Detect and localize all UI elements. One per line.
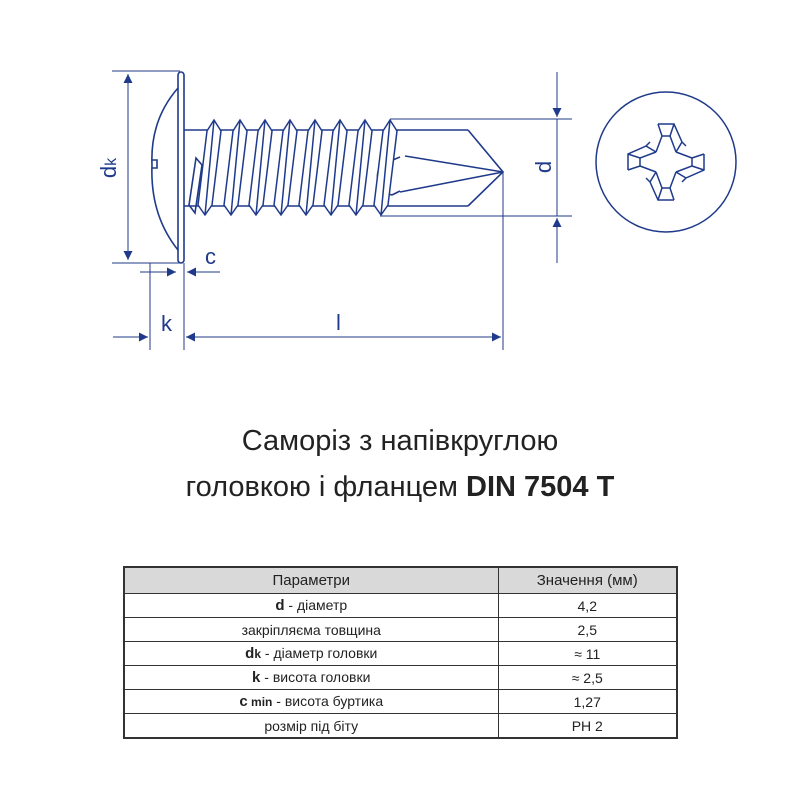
parameter-subscript: k — [254, 647, 262, 661]
label-l: l — [336, 310, 341, 335]
parameter-cell — [124, 714, 498, 739]
parameter-label: закріпляєма товщина — [241, 621, 381, 638]
cross-recess — [628, 124, 704, 200]
table-row — [124, 642, 677, 666]
thread-crest — [299, 120, 322, 215]
threads — [198, 120, 397, 215]
parameter-subscript: min — [247, 695, 273, 709]
label-k: k — [161, 311, 172, 336]
value-cell: ≈ 2,5 — [498, 666, 677, 690]
parameter-cell — [124, 594, 498, 618]
table-row — [124, 714, 677, 739]
standard-name: DIN 7504 T — [466, 471, 615, 503]
parameter-symbol: c — [239, 693, 248, 710]
value-cell: 4,2 — [498, 594, 677, 618]
thread-crest — [224, 120, 247, 215]
table-header-row — [124, 567, 677, 594]
label-c: c — [205, 244, 216, 269]
parameter-cell — [124, 642, 498, 666]
dimension-lines — [112, 71, 572, 350]
value-cell: 1,27 — [498, 690, 677, 714]
thread-crest — [374, 120, 397, 215]
label-d: d — [531, 160, 556, 174]
parameter-label: - висота буртика — [272, 693, 384, 709]
parameter-label: - діаметр — [284, 597, 348, 613]
screw-head-top-view — [596, 92, 736, 232]
table-row — [124, 618, 677, 642]
thread-crest — [349, 120, 372, 215]
phillips-cross-icon — [628, 124, 704, 200]
value-cell: PH 2 — [498, 714, 677, 739]
thread-crest — [249, 120, 272, 215]
product-title-line2: головкою і фланцем DIN 7504 T — [185, 471, 615, 503]
header-parameters: Параметри — [124, 567, 498, 594]
parameters-table — [123, 566, 678, 739]
flange — [178, 72, 184, 263]
parameter-cell — [124, 690, 498, 714]
thread-crest — [274, 120, 297, 215]
parameter-symbol: k — [252, 669, 261, 686]
value-cell: ≈ 11 — [498, 642, 677, 666]
value-cell: 2,5 — [498, 618, 677, 642]
product-title-line1: Саморіз з напівкруглою — [241, 425, 559, 457]
table-row — [124, 690, 677, 714]
parameter-symbol: d — [275, 597, 285, 614]
parameter-symbol: d — [245, 645, 255, 662]
label-dk: dk — [96, 157, 121, 179]
header-values: Значення (мм) — [498, 567, 677, 594]
table-row — [124, 594, 677, 618]
parameter-label: розмір під біту — [264, 717, 359, 734]
parameter-label: - висота головки — [260, 669, 371, 685]
parameter-cell — [124, 666, 498, 690]
parameter-label: - діаметр головки — [261, 645, 378, 661]
head-circle — [596, 92, 736, 232]
parameter-cell — [124, 618, 498, 642]
table-row — [124, 666, 677, 690]
thread-crest — [324, 120, 347, 215]
dome-head — [152, 88, 178, 250]
